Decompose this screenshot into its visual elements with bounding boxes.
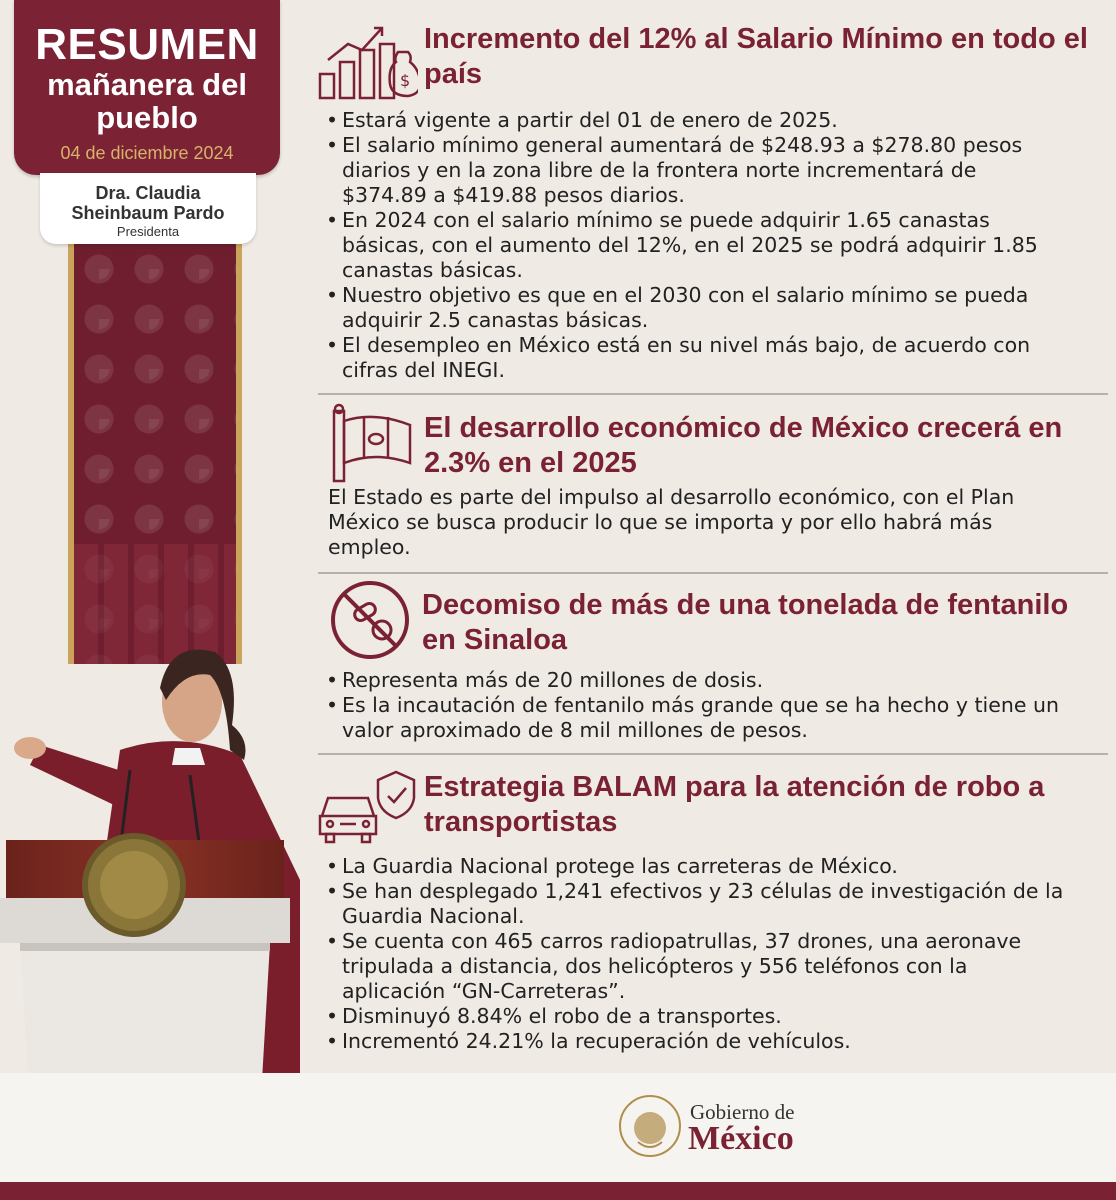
presenter-card <box>40 173 256 244</box>
bullet-item: • Es la incautación de fentanilo más grande que se ha hecho y tiene un valor aproximado de 8 mil millones de pesos. <box>324 693 1064 743</box>
bullet-item: • Representa más de 20 millones de dosis. <box>324 668 1064 693</box>
bullet-item: • En 2024 con el salario mínimo se puede adquirir 1.65 canastas básicas, con el aumento del 12%, en el 2025 se podrá adquirir 1.85 canastas básicas. <box>324 208 1064 283</box>
bullet-item: • Incrementó 24.21% la recuperación de vehículos. <box>324 1029 1064 1054</box>
presenter-name-line1: Dra. Claudia <box>95 183 201 203</box>
footer-band <box>0 1182 1116 1200</box>
section-minimum-wage <box>318 22 1108 382</box>
section-divider <box>318 753 1108 755</box>
section-divider <box>318 393 1108 395</box>
section-1-title: Incremento del 12% al Salario Mínimo en todo el país <box>424 23 1088 90</box>
gobierno-de-mexico-logo <box>618 1090 858 1160</box>
summary-header <box>14 0 280 175</box>
section-economic-growth <box>318 403 1108 563</box>
section-2-paragraph: El Estado es parte del impulso al desarrollo económico, con el Plan México se busca producir lo que se importa y por ello habrá más empleo. <box>328 485 1015 559</box>
bullet-item: • Estará vigente a partir del 01 de enero de 2025. <box>324 108 1064 133</box>
bullet-item: • Disminuyó 8.84% el robo de a transportes. <box>324 1004 1064 1029</box>
section-2-title: El desarrollo económico de México crecerá en 2.3% en el 2025 <box>424 412 1063 479</box>
bullet-item: • La Guardia Nacional protege las carreteras de México. <box>324 854 1064 879</box>
svg-text:$: $ <box>400 71 411 90</box>
footer <box>0 1073 1116 1200</box>
bullet-item: • El desempleo en México está en su nivel más bajo, de acuerdo con cifras del INEGI. <box>324 333 1064 383</box>
header-subtitle-line1: mañanera del <box>47 67 247 102</box>
bullet-item: • El salario mínimo general aumentará de $248.93 a $278.80 pesos diarios y en la zona libre de la frontera norte incrementará de $374.89 a $419.88 pesos diarios. <box>324 133 1064 208</box>
presenter-role: Presidenta <box>116 224 180 239</box>
section-3-title: Decomiso de más de una tonelada de fentanilo en Sinaloa <box>422 589 1069 656</box>
no-drugs-icon <box>328 580 428 662</box>
decorative-pattern-column <box>68 244 242 664</box>
mexico-flag-icon <box>318 403 418 485</box>
presenter-name-line2: Sheinbaum Pardo <box>71 203 225 223</box>
car-shield-icon <box>318 768 418 850</box>
bullet-item: • Nuestro objetivo es que en el 2030 con el salario mínimo se pueda adquirir 2.5 canastas básicas. <box>324 283 1064 333</box>
section-balam-strategy <box>318 768 1108 1068</box>
national-seal-icon <box>618 1090 686 1160</box>
bullet-item: • Se cuenta con 465 carros radiopatrullas, 37 drones, una aeronave tripulada a distancia, dos helicópteros y 556 teléfonos con la aplicación “GN-Carreteras”. <box>324 929 1064 1004</box>
section-3-bullets <box>324 668 1064 743</box>
logo-text-line2: México <box>688 1120 794 1157</box>
header-subtitle <box>14 68 280 134</box>
section-fentanyl-seizure <box>318 580 1108 750</box>
section-1-bullets <box>324 108 1064 383</box>
header-date: 04 de diciembre 2024 <box>60 143 234 163</box>
bullet-item: • Se han desplegado 1,241 efectivos y 23 células de investigación de la Guardia Nacional. <box>324 879 1064 929</box>
section-divider <box>318 572 1108 574</box>
salary-growth-icon <box>318 22 418 104</box>
logo-text-line1: Gobierno de <box>690 1100 795 1124</box>
header-subtitle-line2: pueblo <box>96 100 198 135</box>
section-4-title: Estrategia BALAM para la atención de robo a transportistas <box>424 771 1045 838</box>
section-4-bullets <box>324 854 1064 1054</box>
header-title: RESUMEN <box>35 20 259 69</box>
